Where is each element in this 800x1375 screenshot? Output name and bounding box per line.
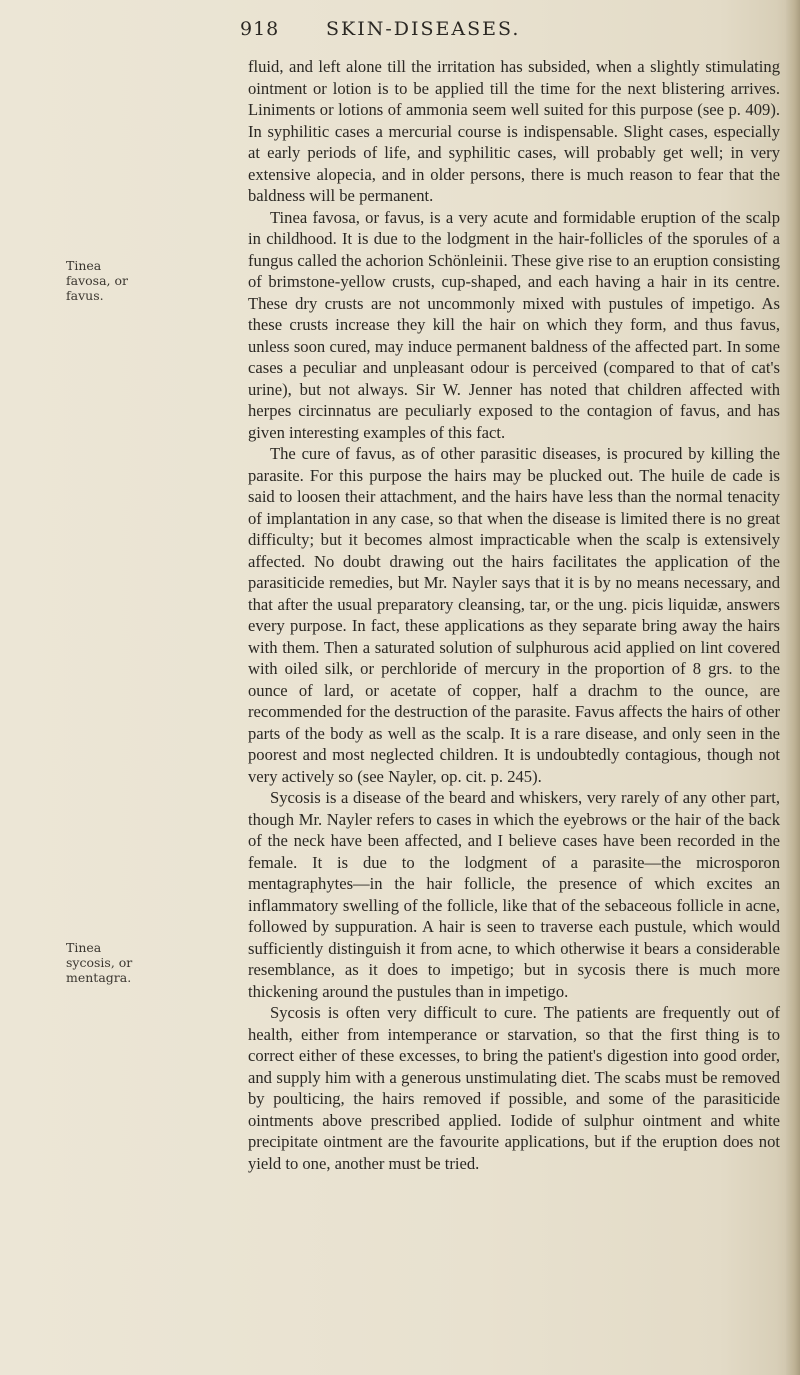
body-text (248, 56, 780, 1174)
page-number: 918 (240, 18, 280, 40)
page-header (240, 18, 780, 46)
paragraph-favus-description: Tinea favosa, or favus, is a very acute and formidable eruption of the scalp in childhood. It is due to the lodgment in the hair-follicles of the sporules of a fungus called the achorion Schönleinii. These give rise to an eruption consisting of brimstone-yellow crusts, cup-shaped, and each having a hair in its centre. These dry crusts are not uncommonly mixed with pustules of impetigo. As these crusts increase they kill the hair on which they form, and thus favus, unless soon cured, may induce permanent baldness of the affected part. In some cases a peculiar and unpleasant odour is perceived (compared to that of cat's urine), but not always. Sir W. Jenner has noted that children affected with herpes circinnatus are peculiarly exposed to the contagion of favus, and has given interesting examples of this fact. (248, 207, 780, 442)
page-edge (786, 0, 800, 1375)
margin-note-sycosis: Tinea sycosis, or mentagra. (66, 940, 133, 985)
paragraph-sycosis-description: Sycosis is a disease of the beard and whiskers, very rarely of any other part, though Mr. Nayler refers to cases in which the eyebrows or the hair of the back of the neck have been affected, and I believe cases have been recorded in the female. It is due to the lodgment of a parasite—the microsporon mentagraphytes—in the hair follicle, the presence of which excites an inflammatory swelling of the follicle, like that of the sebaceous follicle in acne, followed by suppuration. A hair is seen to traverse each pustule, which would sufficiently distinguish it from acne, to which otherwise it bears a considerable resemblance, as it does to impetigo; but in sycosis there is much more thickening around the pustules than in impetigo. (248, 788, 780, 1001)
paragraph-sycosis-cure: Sycosis is often very difficult to cure. The patients are frequently out of health, either from intemperance or starvation, so that the first thing is to correct either of these excesses, to bring the patient's digestion into good order, and supply him with a generous unstimulating diet. The scabs must be removed by poulticing, the hairs removed if possible, and some of the parasiticide ointments above prescribed applied. Iodide of sulphur ointment and white precipitate ointment are the favourite applications, but if the eruption does not yield to one, another must be tried. (248, 1003, 780, 1173)
running-title: SKIN-DISEASES. (326, 18, 521, 40)
paragraph-favus-cure: The cure of favus, as of other parasitic diseases, is procured by killing the parasite. For this purpose the hairs may be plucked out. The huile de cade is said to loosen their attachment, and the hairs have less than the normal tenacity of implantation in any case, so that when the disease is limited there is no great difficulty; but it becomes almost impracticable when the scalp is extensively affected. No doubt drawing out the hairs facilitates the application of the parasiticide remedies, but Mr. Nayler says that it is by no means necessary, and that after the usual preparatory cleansing, tar, or the ung. picis liquidæ, answers every purpose. In fact, these applications as they separate bring away the hairs with them. Then a saturated solution of sulphurous acid applied on lint covered with oiled silk, or perchloride of mercury in the proportion of 8 grs. to the ounce of lard, or acetate of copper, half a drachm to the ounce, are recommended for the destruction of the parasite. Favus affects the hairs of other parts of the body as well as the scalp. It is a rare disease, and only seen in the poorest and most neglected children. It is undoubtedly contagious, though not very actively so (see Nayler, op. cit. p. 245). (248, 444, 780, 786)
margin-note-favus: Tinea favosa, or favus. (66, 258, 128, 303)
paragraph-alopecia-treatment: fluid, and left alone till the irritation has subsided, when a slightly stimulating ointment or lotion is to be applied till the time for the next blistering arrives. Liniments or lotions of ammonia seem well suited for this purpose (see p. 409). In syphilitic cases a mercurial course is indispensable. Slight cases, especially at early periods of life, and syphilitic cases, will probably get well; in very extensive alopecia, and in older persons, there is much reason to fear that the baldness will be permanent. (248, 57, 780, 205)
